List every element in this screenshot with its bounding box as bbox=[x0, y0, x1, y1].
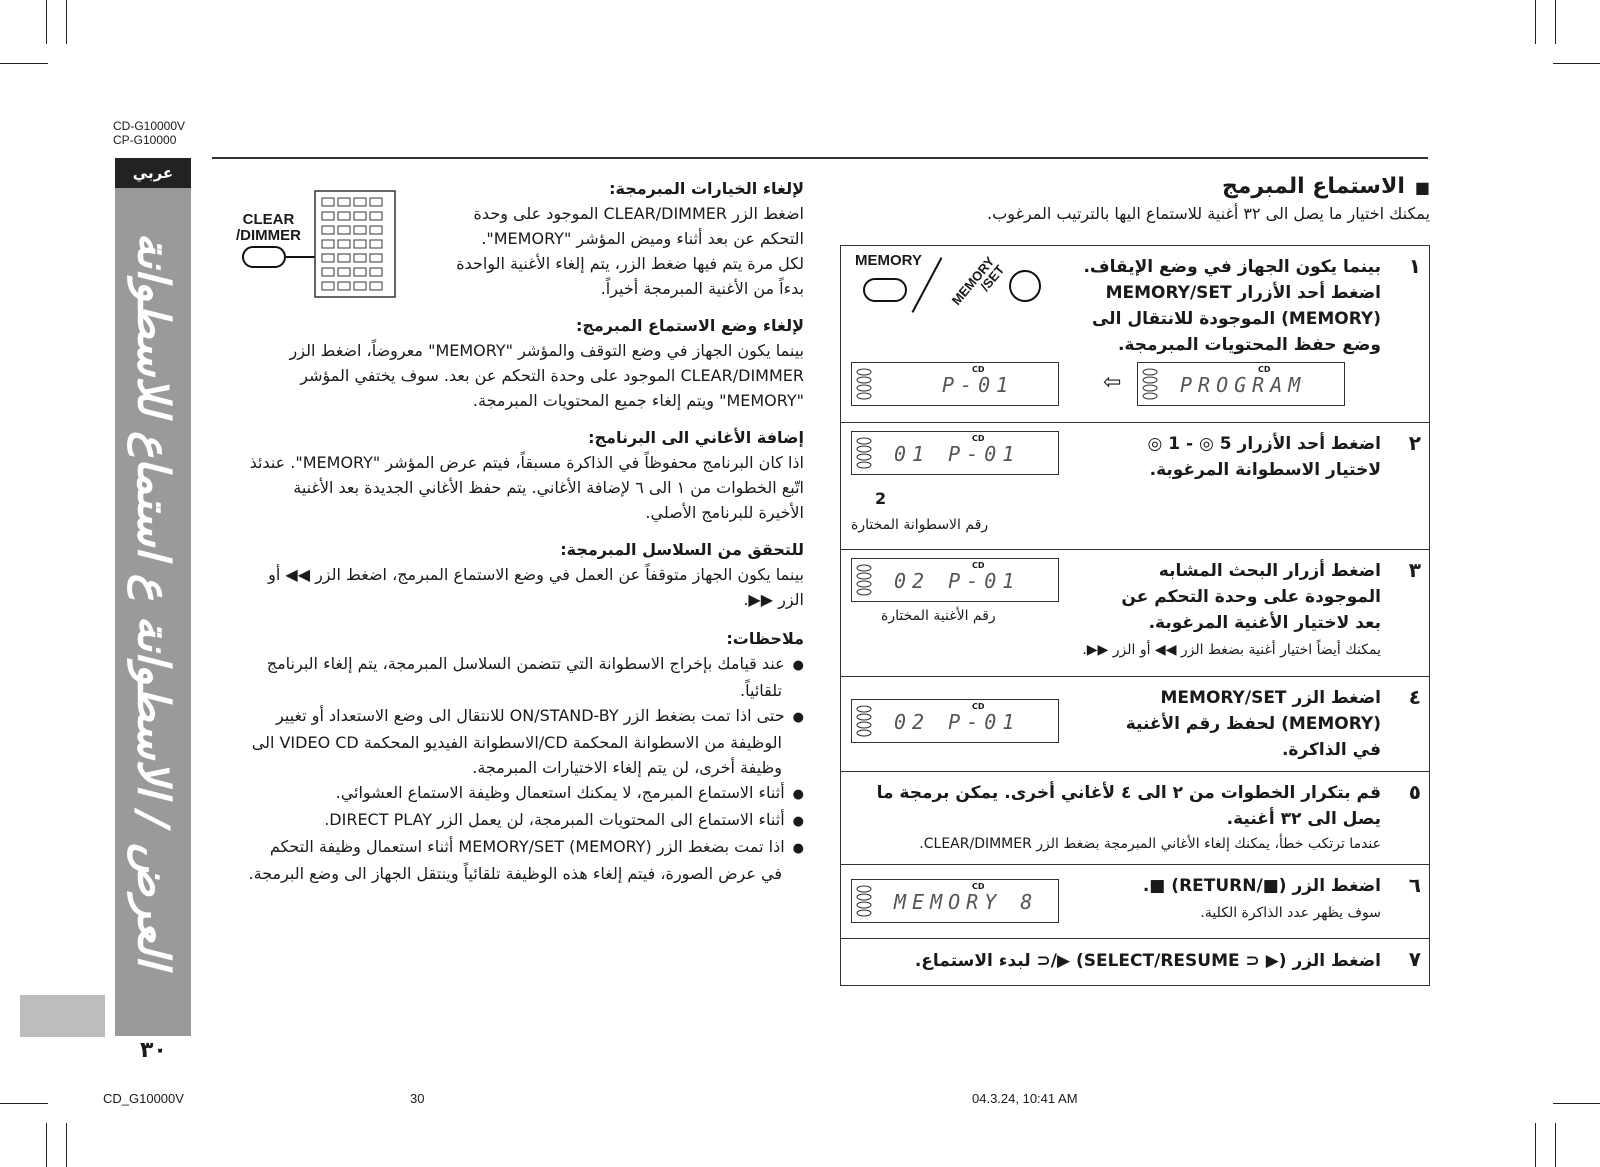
add-songs-text bbox=[212, 450, 804, 525]
text-line: الأخيرة للبرنامج الأصلي. bbox=[645, 503, 804, 522]
text-line: CLEAR/DIMMER الموجود على وحدة التحكم عن بعد. سوف يختفي المؤشر bbox=[300, 366, 804, 385]
text-line: بينما يكون الجهاز في وضع الإيقاف. bbox=[1083, 257, 1381, 277]
step-number: ٤ bbox=[1408, 685, 1421, 709]
step-4 bbox=[841, 677, 1429, 772]
memory-label: MEMORY bbox=[855, 252, 922, 269]
crop-mark bbox=[1555, 0, 1556, 44]
text-line: وظيفة أخرى، لن يتم إلغاء الاختيارات المبرمجة. bbox=[472, 758, 782, 777]
text-line: بينما يكون الجهاز في وضع التوقف والمؤشر "MEMORY" معروضاً، اضغط الزر bbox=[289, 341, 804, 360]
step-text bbox=[1121, 558, 1381, 636]
crop-mark bbox=[1535, 0, 1536, 44]
clear-programs-heading: لإلغاء الخيارات المبرمجة: bbox=[609, 179, 804, 198]
text-line: التحكم عن بعد أثناء وميض المؤشر "MEMORY". bbox=[481, 229, 804, 248]
crop-mark bbox=[1535, 1123, 1536, 1167]
cd-indicator: CD bbox=[972, 365, 985, 374]
footer-page: 30 bbox=[410, 1091, 425, 1106]
cd-indicator: CD bbox=[972, 702, 985, 711]
step-number: ٣ bbox=[1408, 558, 1421, 582]
lcd-display bbox=[851, 558, 1059, 602]
step-number: ٦ bbox=[1408, 873, 1421, 897]
step-number: ٧ bbox=[1408, 947, 1421, 971]
lcd-display bbox=[851, 699, 1059, 743]
crop-mark bbox=[1555, 1123, 1556, 1167]
footer-file: CD_G10000V bbox=[103, 1091, 184, 1106]
callout-label: رقم الأغنية المختارة bbox=[881, 608, 996, 624]
step-text bbox=[1083, 254, 1381, 358]
text-line: في عرض الصورة، فيتم إلغاء هذه الوظيفة تلقائياً وينتقل الجهاز الى وضع البرمجة. bbox=[248, 864, 782, 883]
text-line: (MEMORY) الموجودة للانتقال الى bbox=[1091, 309, 1381, 329]
note-item: ● أثناء الاستماع الى المحتويات المبرمجة، لن يعمل الزر DIRECT PLAY. bbox=[212, 807, 804, 834]
lcd-text: 02 P-01 bbox=[894, 710, 1021, 734]
clear-programs-text bbox=[394, 201, 804, 301]
program-play-header bbox=[840, 174, 1430, 226]
lcd-display bbox=[851, 431, 1059, 475]
text-line: اذا كان البرنامج محفوظاً في الذاكرة مسبقاً، فيتم عرض المؤشر "MEMORY". عندئذ bbox=[249, 453, 804, 472]
step-2 bbox=[841, 423, 1429, 550]
steps-box bbox=[840, 245, 1430, 986]
language-tab: عربي bbox=[115, 158, 191, 188]
crop-mark bbox=[46, 1123, 47, 1167]
add-songs-heading: إضافة الأغاني الى البرنامج: bbox=[588, 428, 804, 447]
text-line: اتّبع الخطوات من ١ الى ٦ لإضافة الأغاني. يتم حفظ الأغاني الجديدة بعد الأغنية bbox=[293, 478, 804, 497]
disc-tray-icon bbox=[855, 703, 891, 739]
step-text bbox=[1148, 431, 1382, 483]
program-intro: يمكنك اختيار ما يصل الى ٣٢ أغنية للاستماع اليها بالترتيب المرغوب. bbox=[987, 204, 1430, 223]
text-line: الموجودة على وحدة التحكم عن bbox=[1121, 587, 1381, 607]
callout-number: 2 bbox=[875, 489, 887, 508]
step-text bbox=[1143, 873, 1381, 899]
note-item: ● أثناء الاستماع المبرمج، لا يمكنك استعمال وظيفة الاستماع العشوائي. bbox=[212, 780, 804, 807]
step-text bbox=[915, 948, 1381, 974]
cd-indicator: CD bbox=[1258, 365, 1271, 374]
cancel-program-heading: لإلغاء وضع الاستماع المبرمج: bbox=[575, 316, 804, 335]
text-line: يصل الى ٣٢ أغنية. bbox=[1226, 809, 1381, 829]
lcd-text: MEMORY 8 bbox=[894, 890, 1039, 914]
text-line: اضغط أحد الأزرار MEMORY/SET bbox=[1105, 283, 1381, 303]
memory-button bbox=[863, 278, 907, 302]
heading-text: الاستماع المبرمج bbox=[1221, 174, 1405, 199]
memory-set-button bbox=[1009, 270, 1041, 302]
text-line: لاختيار الاسطوانة المرغوبة. bbox=[1149, 460, 1381, 480]
step-note: عندما ترتكب خطأ، يمكنك إلغاء الأغاني المبرمجة بضغط الزر CLEAR/DIMMER. bbox=[919, 836, 1381, 852]
text-line: الزر ▶▶. bbox=[743, 590, 804, 609]
disc-tray-icon bbox=[855, 435, 891, 471]
arrow-left-icon: ⇦ bbox=[1103, 370, 1122, 395]
disc-tray-icon bbox=[855, 562, 891, 598]
step-6 bbox=[841, 865, 1429, 939]
footer-timestamp: 04.3.24, 10:41 AM bbox=[972, 1091, 1078, 1106]
lcd-display bbox=[1137, 362, 1345, 406]
note-item: ● اذا تمت بضغط الزر (MEMORY) MEMORY/SET أثناء استعمال وظيفة التحكم bbox=[212, 834, 804, 861]
text-line: اضغط الزر MEMORY/SET bbox=[1160, 688, 1381, 708]
text-line: وضع حفظ المحتويات المبرمجة. bbox=[1117, 335, 1381, 355]
step-3 bbox=[841, 550, 1429, 677]
step-number: ١ bbox=[1408, 254, 1421, 278]
disc-tray-icon bbox=[1141, 366, 1177, 402]
disc-tray-icon bbox=[855, 366, 891, 402]
crop-mark bbox=[46, 0, 47, 44]
model-line-1: CD-G10000V bbox=[113, 119, 186, 133]
clear-dimmer-label bbox=[236, 212, 301, 244]
cancel-program-text bbox=[212, 338, 804, 413]
clear-dimmer-button bbox=[242, 246, 286, 268]
crop-mark bbox=[0, 1103, 48, 1104]
section-title-text: العرض / الاسطوانة ع استماع للاسطوانة bbox=[127, 232, 179, 968]
check-program-text bbox=[212, 562, 804, 612]
program-play-heading bbox=[840, 174, 1430, 199]
text-line: اضغط الزر (■/RETURN) ■. bbox=[1142, 876, 1381, 896]
lcd-display bbox=[851, 879, 1059, 923]
step-note: سوف يظهر عدد الذاكرة الكلية. bbox=[1200, 905, 1381, 921]
step-7 bbox=[841, 939, 1429, 984]
model-number bbox=[113, 119, 185, 147]
lcd-text: 01 P-01 bbox=[894, 442, 1021, 466]
text-line: بعد لاختيار الأغنية المرغوبة. bbox=[1148, 613, 1381, 633]
crop-mark bbox=[1553, 63, 1600, 64]
cd-indicator: CD bbox=[972, 561, 985, 570]
step-text bbox=[877, 780, 1381, 832]
text-line: "MEMORY" ويتم إلغاء جميع المحتويات المبرمجة. bbox=[472, 391, 804, 410]
note-item: ● عند قيامك بإخراج الاسطوانة التي تتضمن السلاسل المبرمجة، يتم إلغاء البرنامج bbox=[212, 651, 804, 678]
thumb-index-box bbox=[20, 995, 105, 1037]
square-bullet-icon: ■ bbox=[1414, 178, 1430, 197]
lcd-text: 02 P-01 bbox=[894, 569, 1021, 593]
page-number: ٣٠ bbox=[140, 1038, 167, 1063]
memory-set-label: MEMORY /SET bbox=[948, 253, 1008, 308]
step-note: يمكنك أيضاً اختيار أغنية بضغط الزر ◀◀ أو الزر ▶▶. bbox=[1082, 642, 1381, 658]
cd-indicator: CD bbox=[972, 434, 985, 443]
text-line: اضغط أزرار البحث المشابه bbox=[1158, 561, 1381, 581]
header-rule bbox=[212, 157, 1428, 159]
text-line: الوظيفة من الاسطوانة المحكمة CD/الاسطوانة الفيديو المحكمة VIDEO CD الى bbox=[251, 733, 782, 752]
text-line: اضغط الزر (▶ ⊂ SELECT/RESUME) ▶/⊂ لبدء الاستماع. bbox=[914, 951, 1381, 971]
text-line: لكل مرة يتم فيها ضغط الزر، يتم إلغاء الأغنية الواحدة bbox=[456, 254, 804, 273]
lcd-display bbox=[851, 362, 1059, 406]
remote-keypad-icon bbox=[314, 190, 398, 300]
crop-mark bbox=[66, 1123, 67, 1167]
notes-heading: ملاحظات: bbox=[726, 629, 804, 648]
notes-list bbox=[212, 651, 804, 886]
crop-mark bbox=[0, 63, 48, 64]
step-text bbox=[1126, 685, 1381, 763]
crop-mark bbox=[66, 0, 67, 44]
text-line: اضغط أحد الأزرار 5 ◎ - 1 ◎ bbox=[1147, 434, 1381, 454]
text-line: قم بتكرار الخطوات من ٢ الى ٤ لأغاني أخرى. يمكن برمجة ما bbox=[876, 783, 1381, 803]
check-program-heading: للتحقق من السلاسل المبرمجة: bbox=[560, 540, 804, 559]
cd-indicator: CD bbox=[972, 882, 985, 891]
lcd-text: PROGRAM bbox=[1180, 373, 1307, 397]
crop-mark bbox=[1553, 1103, 1600, 1104]
label-line: /DIMMER bbox=[236, 227, 301, 244]
text-line: اضغط الزر CLEAR/DIMMER الموجود على وحدة bbox=[473, 204, 804, 223]
remote-illustration bbox=[228, 190, 398, 300]
step-5 bbox=[841, 772, 1429, 865]
callout-label: رقم الاسطوانة المختارة bbox=[851, 517, 989, 533]
text-line: تلقائياً. bbox=[740, 681, 782, 700]
text-line: (MEMORY) لحفظ رقم الأغنية bbox=[1125, 714, 1381, 734]
lcd-text: P-01 bbox=[942, 373, 1015, 397]
section-title-vertical bbox=[115, 200, 191, 1000]
step-1 bbox=[841, 246, 1429, 423]
text-line: بينما يكون الجهاز متوقفاً عن العمل في وضع الاستماع المبرمج، اضغط الزر ◀◀ أو bbox=[268, 565, 804, 584]
text-line: في الذاكرة. bbox=[1281, 740, 1381, 760]
text-line: بدءاً من الأغنية المبرمجة أخيراً. bbox=[600, 279, 804, 298]
label-line: CLEAR bbox=[242, 211, 295, 228]
step-number: ٢ bbox=[1408, 431, 1421, 455]
step-number: ٥ bbox=[1408, 780, 1421, 804]
disc-tray-icon bbox=[855, 883, 891, 919]
note-item: ● حتى اذا تمت بضغط الزر ON/STAND-BY للانتقال الى وضع الاستعداد أو تغيير bbox=[212, 703, 804, 730]
model-line-2: CP-G10000 bbox=[113, 133, 177, 147]
